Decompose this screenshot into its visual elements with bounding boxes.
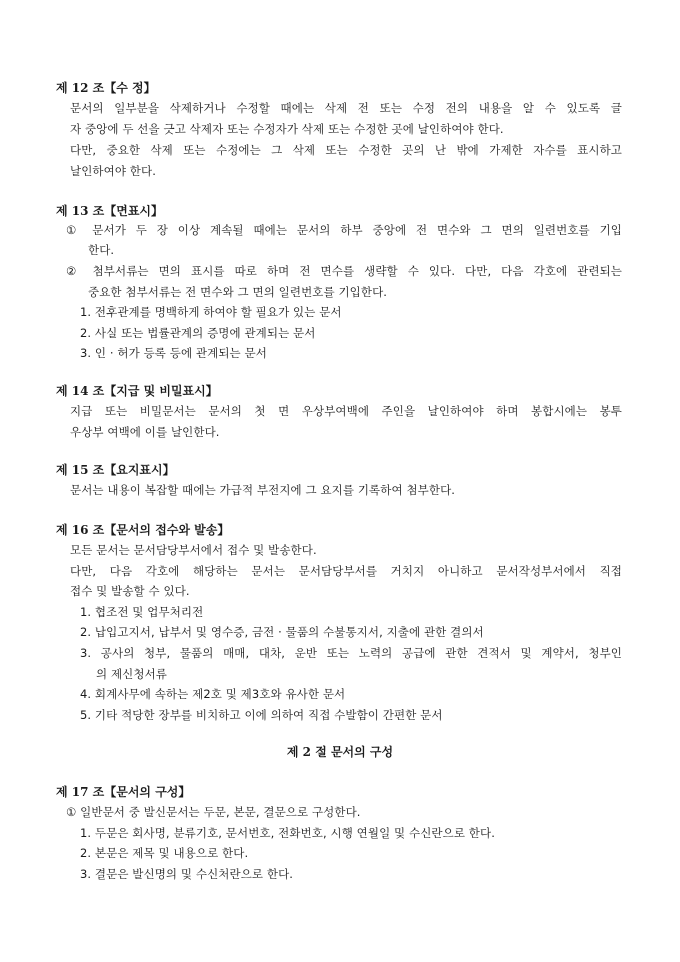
article-16-item-3-cont: 의 제신청서류 — [96, 667, 168, 681]
article-16-paragraph-2: 다만, 다음 각호에 해당하는 문서는 문서담당부서를 거치지 아니하고 문서작성부서에서 직접 — [70, 564, 622, 578]
article-13-clause-1: ① 문서가 두 장 이상 계속될 때에는 문서의 하부 중앙에 전 면수와 그 면의 일련번호를 기입 — [66, 223, 622, 237]
article-17-item-2: 2. 본문은 제목 및 내용으로 한다. — [80, 846, 249, 860]
article-16-item-3: 3. 공사의 청부, 물품의 매매, 대차, 운반 또는 노력의 공급에 관한 견적서 및 계약서, 청부인 — [80, 646, 622, 660]
article-13-clause-2: ② 첨부서류는 면의 표시를 따로 하며 전 면수를 생략할 수 있다. 다만, 다음 각호에 관련되는 — [66, 264, 622, 278]
article-12-paragraph-2: 다만, 중요한 삭제 또는 수정에는 그 삭제 또는 수정한 곳의 난 밖에 가제한 자수를 표시하고 — [70, 143, 622, 157]
article-17-clause-1: ① 일반문서 중 발신문서는 두문, 본문, 결문으로 구성한다. — [66, 805, 361, 819]
article-16-item-2: 2. 납입고지서, 납부서 및 영수증, 금전 · 물품의 수불통지서, 지출에 관한 결의서 — [80, 625, 484, 639]
article-12-heading: 제 12 조【수 정】 — [56, 81, 156, 95]
article-16-item-4: 4. 회계사무에 속하는 제2호 및 제3호와 유사한 문서 — [80, 687, 346, 701]
article-17-item-3: 3. 결문은 발신명의 및 수신처란으로 한다. — [80, 867, 294, 881]
article-14-paragraph-1-cont: 우상부 여백에 이를 날인한다. — [70, 425, 220, 439]
article-12-paragraph-2-cont: 날인하여야 한다. — [70, 164, 156, 178]
article-16-item-1: 1. 협조전 및 업무처리전 — [80, 605, 204, 619]
article-12-paragraph-1: 문서의 일부분을 삭제하거나 수정할 때에는 삭제 전 또는 수정 전의 내용을 알 수 있도록 글 — [70, 101, 622, 115]
article-13-item-1: 1. 전후관계를 명백하게 하여야 할 필요가 있는 문서 — [80, 305, 342, 319]
article-14-paragraph-1: 지급 또는 비밀문서는 문서의 첫 면 우상부여백에 주인을 날인하여야 하며 봉합시에는 봉투 — [70, 404, 622, 418]
article-13-item-2: 2. 사실 또는 법률관계의 증명에 관계되는 문서 — [80, 326, 316, 340]
article-16-paragraph-1: 모든 문서는 문서담당부서에서 접수 및 발송한다. — [70, 543, 317, 557]
article-16-paragraph-2-cont: 접수 및 발송할 수 있다. — [70, 584, 190, 598]
article-13-clause-2-cont: 중요한 첨부서류는 전 면수와 그 면의 일련번호를 기입한다. — [88, 285, 388, 299]
article-16-heading: 제 16 조【문서의 접수와 발송】 — [56, 523, 230, 537]
article-17-heading: 제 17 조【문서의 구성】 — [56, 785, 191, 799]
article-12-paragraph-1-cont: 자 중앙에 두 선을 긋고 삭제자 또는 수정자가 삭제 또는 수정한 곳에 날인하여야 한다. — [70, 122, 504, 136]
section-2-title: 제 2 절 문서의 구성 — [286, 745, 394, 759]
article-13-item-3: 3. 인 · 허가 등록 등에 관계되는 문서 — [80, 346, 267, 360]
article-15-heading: 제 15 조【요지표시】 — [56, 463, 175, 477]
article-16-item-5: 5. 기타 적당한 장부를 비치하고 이에 의하여 직접 수발함이 간편한 문서 — [80, 708, 443, 722]
article-15-paragraph-1: 문서는 내용이 복잡할 때에는 가급적 부전지에 그 요지를 기록하여 첨부한다. — [70, 483, 456, 497]
article-14-heading: 제 14 조【지급 및 비밀표시】 — [56, 384, 218, 398]
article-13-clause-1-cont: 한다. — [88, 243, 115, 257]
article-17-item-1: 1. 두문은 회사명, 분류기호, 문서번호, 전화번호, 시행 연월일 및 수신란으로 한다. — [80, 826, 495, 840]
article-13-heading: 제 13 조【면표시】 — [56, 204, 164, 218]
